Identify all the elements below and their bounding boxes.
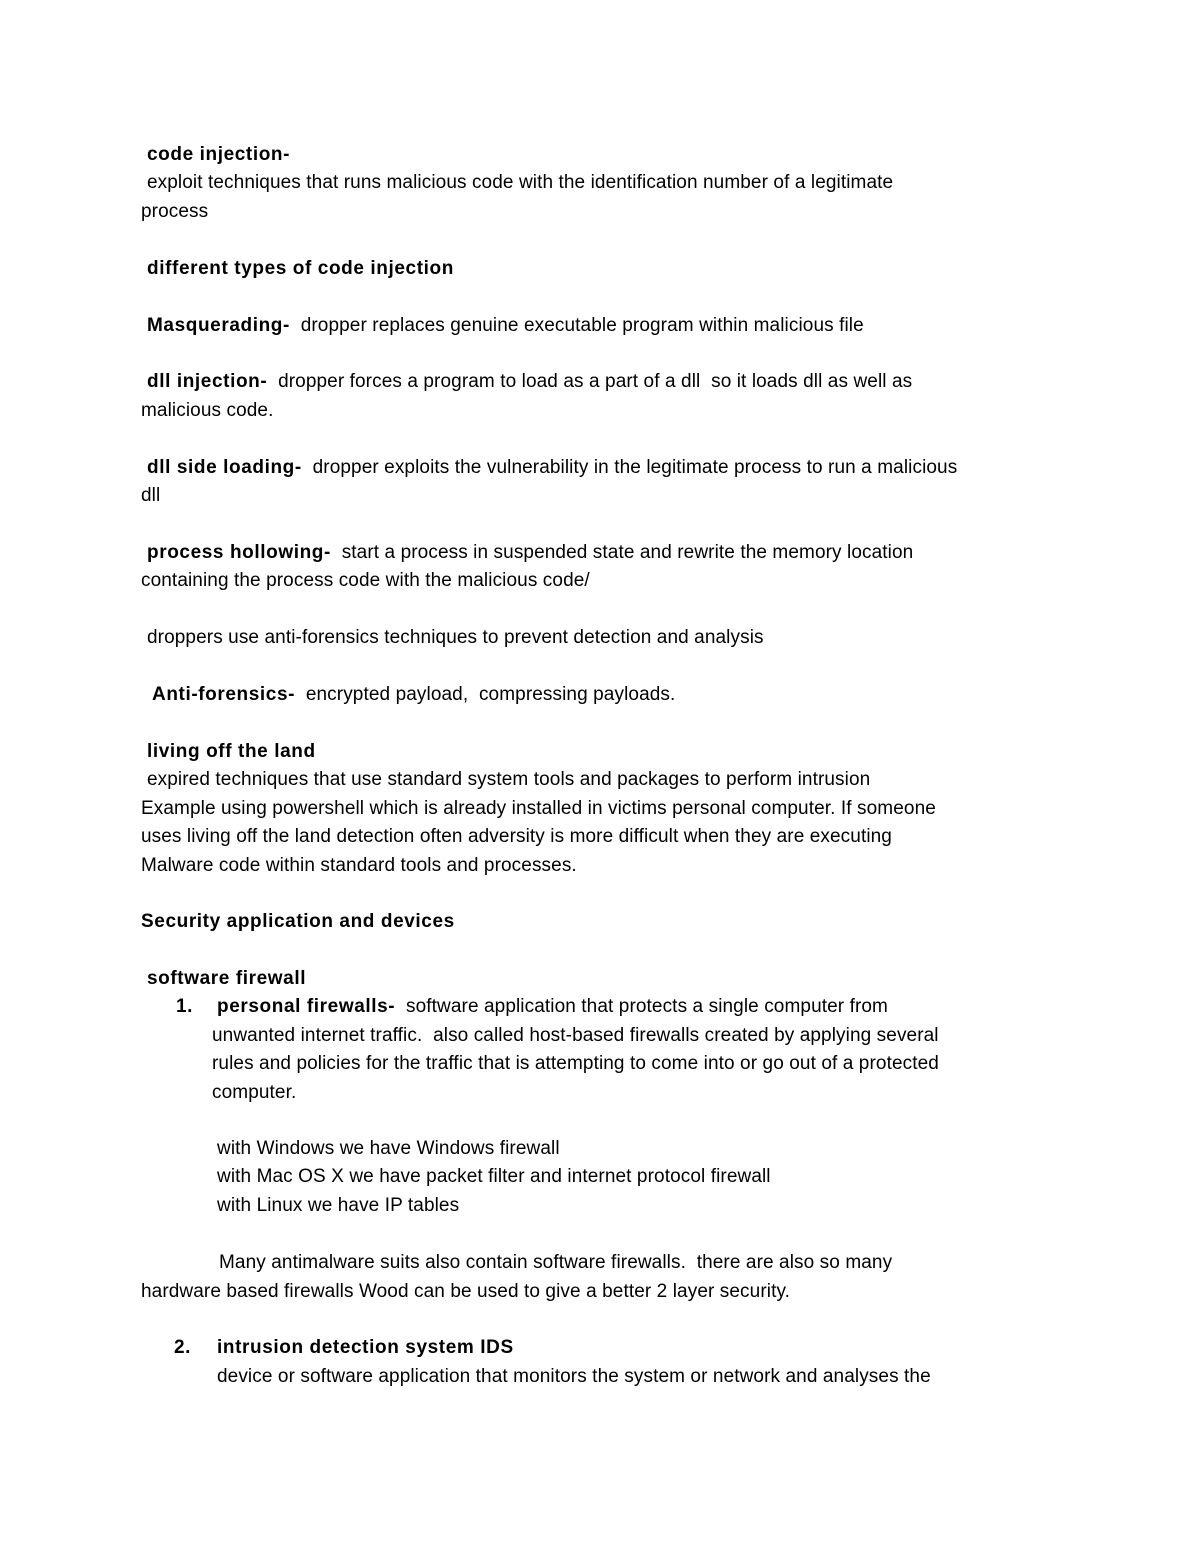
personal-firewalls-text-line-2: unwanted internet traffic. also called host-based firewalls created by applying several <box>212 1025 939 1046</box>
dll-side-loading-text-1: dropper exploits the vulnerability in the legitimate process to run a malicious <box>312 457 958 478</box>
personal-firewalls-text-1: software application that protects a single computer from <box>406 996 888 1017</box>
ids-heading: intrusion detection system IDS <box>217 1337 514 1358</box>
antimalware-text-line-2: hardware based firewalls Wood can be used to give a better 2 layer security. <box>141 1281 791 1302</box>
personal-firewalls-term: personal firewalls- <box>217 996 396 1017</box>
linux-firewall-line: with Linux we have IP tables <box>217 1195 460 1216</box>
dll-side-loading-line-1 <box>147 454 957 482</box>
living-off-the-land-text-line-3: uses living off the land detection often adversity is more difficult when they are executing <box>141 826 892 847</box>
code-injection-heading: code injection- <box>147 144 291 165</box>
mac-firewall-line: with Mac OS X we have packet filter and internet protocol firewall <box>217 1166 771 1187</box>
personal-firewalls-text-line-3: rules and policies for the traffic that is attempting to come into or go out of a protected <box>212 1053 939 1074</box>
dll-side-loading-term: dll side loading- <box>147 457 302 478</box>
process-hollowing-text-line-2: containing the process code with the malicious code/ <box>141 570 590 591</box>
personal-firewalls-text-line-4: computer. <box>212 1082 297 1103</box>
software-firewall-heading: software firewall <box>147 968 307 989</box>
process-hollowing-term: process hollowing- <box>147 542 331 563</box>
dll-side-loading-text-line-2: dll <box>141 485 161 506</box>
process-hollowing-text-1: start a process in suspended state and rewrite the memory location <box>341 542 914 563</box>
masquerading-text: dropper replaces genuine executable program within malicious file <box>300 315 864 336</box>
process-hollowing-line-1 <box>147 539 913 567</box>
security-heading: Security application and devices <box>141 911 455 932</box>
code-injection-text-line-1: exploit techniques that runs malicious code with the identification number of a legitimate <box>147 172 894 193</box>
dll-injection-term: dll injection- <box>147 371 268 392</box>
dll-injection-text-1: dropper forces a program to load as a part of a dll so it loads dll as well as <box>278 371 913 392</box>
list-item-2-number: 2. <box>174 1337 192 1358</box>
antimalware-text-line-1: Many antimalware suits also contain software firewalls. there are also so many <box>219 1252 893 1273</box>
living-off-the-land-text-line-4: Malware code within standard tools and processes. <box>141 855 577 876</box>
dll-injection-line-1 <box>147 368 912 396</box>
anti-forensics-line <box>152 681 675 709</box>
living-off-the-land-heading: living off the land <box>147 741 316 762</box>
masquerading-line <box>147 312 864 340</box>
list-item-1-number: 1. <box>176 996 194 1017</box>
living-off-the-land-text-line-1: expired techniques that use standard system tools and packages to perform intrusion <box>147 769 871 790</box>
dll-injection-text-line-2: malicious code. <box>141 400 274 421</box>
droppers-line: droppers use anti-forensics techniques to prevent detection and analysis <box>147 627 764 648</box>
ids-text-line-1: device or software application that monitors the system or network and analyses the <box>217 1366 931 1387</box>
anti-forensics-text: encrypted payload, compressing payloads. <box>305 684 676 705</box>
masquerading-term: Masquerading- <box>147 315 290 336</box>
anti-forensics-term: Anti-forensics- <box>152 684 296 705</box>
windows-firewall-line: with Windows we have Windows firewall <box>217 1138 560 1159</box>
living-off-the-land-text-line-2: Example using powershell which is already installed in victims personal computer. If someone <box>141 798 936 819</box>
personal-firewalls-line-1 <box>217 993 888 1021</box>
code-injection-text-line-2: process <box>141 201 209 222</box>
types-heading: different types of code injection <box>147 258 454 279</box>
